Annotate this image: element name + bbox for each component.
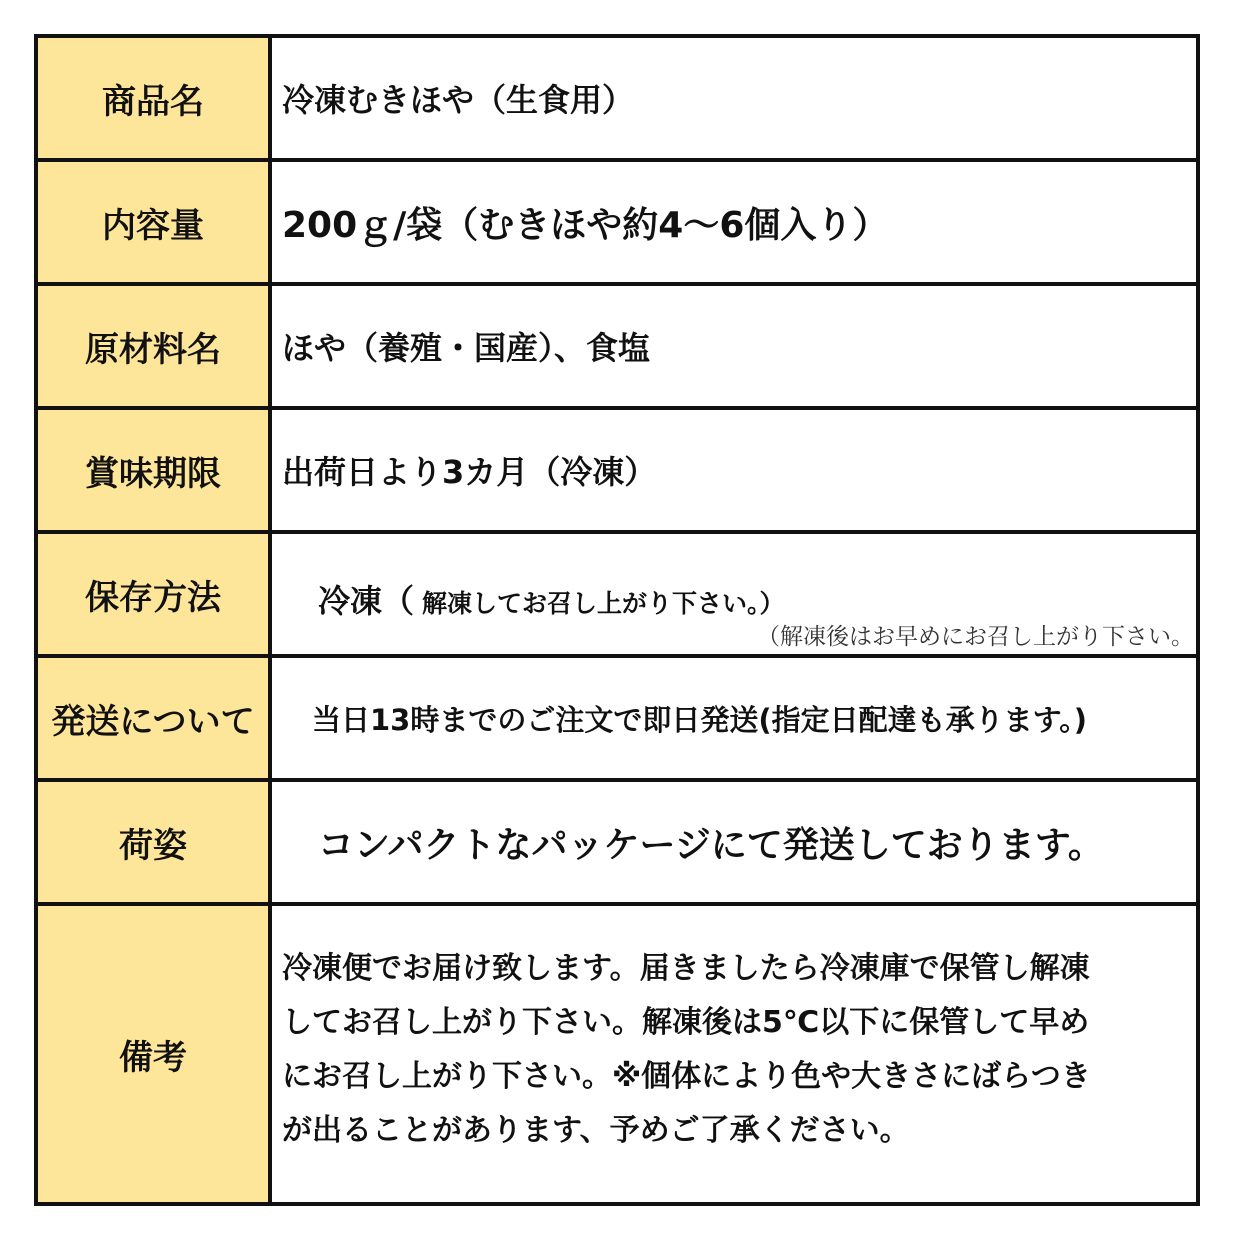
value-storage — [272, 534, 1196, 658]
label-notes: 備考 — [38, 906, 272, 1202]
label-storage: 保存方法 — [38, 534, 272, 658]
label-shipping: 発送について — [38, 658, 272, 782]
storage-paren: （ — [382, 582, 415, 620]
label-best-before: 賞味期限 — [38, 410, 272, 534]
value-notes — [272, 906, 1196, 1202]
value-contents: 200ｇ/袋（むきほや約4～6個入り） — [272, 162, 1196, 286]
storage-note: （解凍後はお早めにお召し上がり下さい。 — [757, 624, 1194, 650]
product-spec-table — [34, 34, 1200, 1206]
storage-main — [318, 576, 785, 622]
value-shipping: 当日13時までのご注文で即日発送(指定日配達も承ります。) — [272, 658, 1196, 782]
label-contents: 内容量 — [38, 162, 272, 286]
value-product-name: 冷凍むきほや（生食用） — [272, 38, 1196, 162]
value-best-before: 出荷日より3カ月（冷凍） — [272, 410, 1196, 534]
label-ingredients: 原材料名 — [38, 286, 272, 410]
notes-line: が出ることがあります、予めご了承ください。 — [282, 1113, 910, 1148]
value-packaging: コンパクトなパッケージにて発送しております。 — [272, 782, 1196, 906]
storage-detail: 解凍してお召し上がり下さい。） — [422, 589, 785, 618]
storage-method: 冷凍 — [318, 582, 383, 620]
value-ingredients: ほや（養殖・国産）、食塩 — [272, 286, 1196, 410]
label-product-name: 商品名 — [38, 38, 272, 162]
notes-line: してお召し上がり下さい。解凍後は5℃以下に保管して早め — [282, 1005, 1090, 1040]
notes-line: にお召し上がり下さい。※個体により色や大きさにばらつき — [282, 1059, 1091, 1094]
notes-line: 冷凍便でお届け致します。届きましたら冷凍庫で保管し解凍 — [282, 951, 1090, 986]
label-packaging: 荷姿 — [38, 782, 272, 906]
